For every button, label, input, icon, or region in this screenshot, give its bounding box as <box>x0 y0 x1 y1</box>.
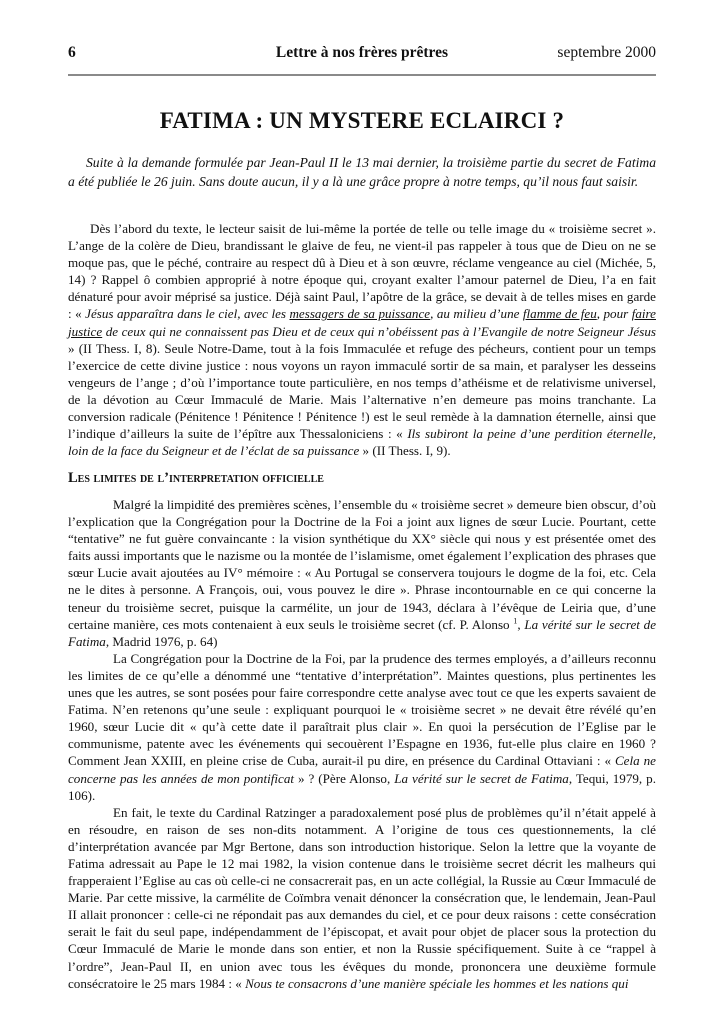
paragraph-2: Malgré la limpidité des premières scènes, l’ensemble du « troisième secret » demeure bien obscur, d’où l’explication que la Congrégation pour la Doctrine de la Foi a joint aux lignes de sœur Lucie. Pourtant, cette “tentative” ne fut guère convaincante : la vision synthétique du XX° siècle qui nous y est présentée omet des faits aussi importants que le nazisme ou la montée de l’islamisme, omet également l’explication des phrases que sœur Lucie avait ajoutées au IV° mémoire : « Au Portugal se conservera toujours le dogme de la foi, etc. Cela ne le dites à personne. A François, oui, vous pouvez le dire ». Phrase incontournable en ce qui concerne la teneur du troisième secret, puisque la carmélite, un jour de 1943, déclara à l’évêque de Leiria que, d’une certaine manière, ces mots contenaient à eux seuls le troisième secret (cf. P. Alonso $^1$, La vérité sur le secret de Fatima, Madrid 1976, p. 64) <box>68 497 657 649</box>
paragraph-3: La Congrégation pour la Doctrine de la Foi, par la prudence des termes employés, a d’ailleurs reconnu les limites de ce qu’elle a dénommé une “tentative d’interprétation”. Maintes questions, plus pertinentes les unes que les autres, se sont posées pour faire correspondre cette analyse avec tout ce que les experts savaient de Fatima. N’en retenons qu’une seule : expliquant pourquoi le « troisième secret » ne devait être révélé qu’en 1960, sœur Lucie dit « qu’à cette date il paraîtrait plus clair ». En quoi la persécution de l’Eglise par le communisme, patente avec les événements qui secouèrent l’Espagne en 1936, fut-elle plus claire en 1960 ? Comment Jean XXIII, en pleine crise de Cuba, aurait-il pu dire, en présence du Cardinal Ottaviani : « Cela ne concerne pas les années de mon pontificat » ? (Père Alonso, La vérité sur le secret de Fatima, Tequi, 1979, p. 106). <box>68 650 656 803</box>
quote-run: Jésus apparaîtra dans le ciel, avec les messagers de sa puissance, au milieu d’une flamme de feu, pour faire justice de ceux qui ne connaissent pas Dieu et de ceux qui n’obéissent pas à l’Evangile de notre Seigneur Jésus <box>68 306 656 339</box>
page-number: 6 <box>68 44 76 61</box>
section-body <box>68 496 656 992</box>
text-run: Dès l’abord du texte, le lecteur saisit de lui-même la portée de telle ou telle image du « troisième secret ». L’ange de la colère de Dieu, brandissant le glaive de feu, ne vient-il pas rappeler à tous que de Dieu on ne se moque pas, que le péché, contraire au respect dû à Dieu et à son œuvre, réclame vengeance au ciel (Michée, 5, 14) ? Rappel ô combien approprié à notre époque qui, croyant exalter l’amour paternel de Dieu, l’a en fait dénaturé pour avoir méprisé sa justice. Déjà saint Paul, l’apôtre de la grâce, se devait à de telles mises en garde : « <box>68 221 656 322</box>
article-title: FATIMA : UN MYSTERE ECLAIRCI ? <box>159 108 565 133</box>
quote-run: Ils subiront la peine d’une perdition éternelle, loin de la face du Seigneur et de l’éclat de sa puissance <box>68 426 656 459</box>
page-header <box>68 44 656 68</box>
text-run: » (II Thess. I, 9). <box>359 443 451 459</box>
footnote-ref: 1 <box>513 616 518 626</box>
text-run: » (II Thess. I, 8). Seule Notre-Dame, tout à la fois Immaculée et refuge des pécheurs, contient pour un temps l’exercice de cette divine justice : nous voyons un rayon immaculé sortir de sa main, et paralyser les desseins vengeurs de l’ange ; d’où l’importance toute particulière, en nos temps d’athéisme et de relativisme universel, de la dévotion au Cœur Immaculé de Marie. Mais l’alternative n’en demeure pas moins tranchante. La conversion radicale (Pénitence ! Pénitence ! Pénitence !) est le seul remède à la damnation éternelle, ainsi que l’indique d’ailleurs la suite de l’épître aux Thessaloniciens : « <box>68 340 656 442</box>
paragraph-1 <box>68 220 656 459</box>
article-intro: Suite à la demande formulée par Jean-Paul II le 13 mai dernier, la troisième partie du secret de Fatima a été publiée le 26 juin. Sans doute aucun, il y a là une grâce propre à notre temps, qu’il nous faut saisir. <box>68 155 656 189</box>
publication-title: Lettre à nos frères prêtres <box>275 44 449 61</box>
issue-date: septembre 2000 <box>557 44 656 61</box>
header-divider <box>68 74 656 76</box>
paragraph-4: En fait, le texte du Cardinal Ratzinger a paradoxalement posé plus de problèmes qu’il n’était appelé à en résoudre, en raison de ses non-dits notamment. A l’origine de tous ces questionnements, la clé d’interprétation avancée par Mgr Bertone, dans son introduction historique. Selon la lettre que la voyante de Fatima adressait au Pape le 12 mai 1982, la vision contenue dans le troisième secret décrit les malheurs qui frapperaient l’Eglise au cas où celle-ci ne consacrerait pas, en un acte collégial, la Russie au Cœur Immaculé de Marie. Par cette missive, la carmélite de Coïmbra venait dénoncer la consécration que, le lendemain, Jean-Paul II allait prononcer : celle-ci ne répondait pas aux demandes du ciel, et ce pour deux raisons : cette consécration serait le fait du seul pape, indépendamment de l’épiscopat, et avait pour objet de placer sous la protection du Cœur Immaculé de Marie le monde dans son entier, et non la Russie spécifiquement. Suite à ce “rappel à l’ordre”, Jean-Paul II, en union avec tous les évêques du monde, prononcera une deuxième formule consécratoire le 25 mars 1984 : « Nous te consacrons d’une manière spéciale les hommes et les nations qui <box>68 804 656 991</box>
section-heading: Les limites de l’interpretation officielle <box>68 470 324 486</box>
